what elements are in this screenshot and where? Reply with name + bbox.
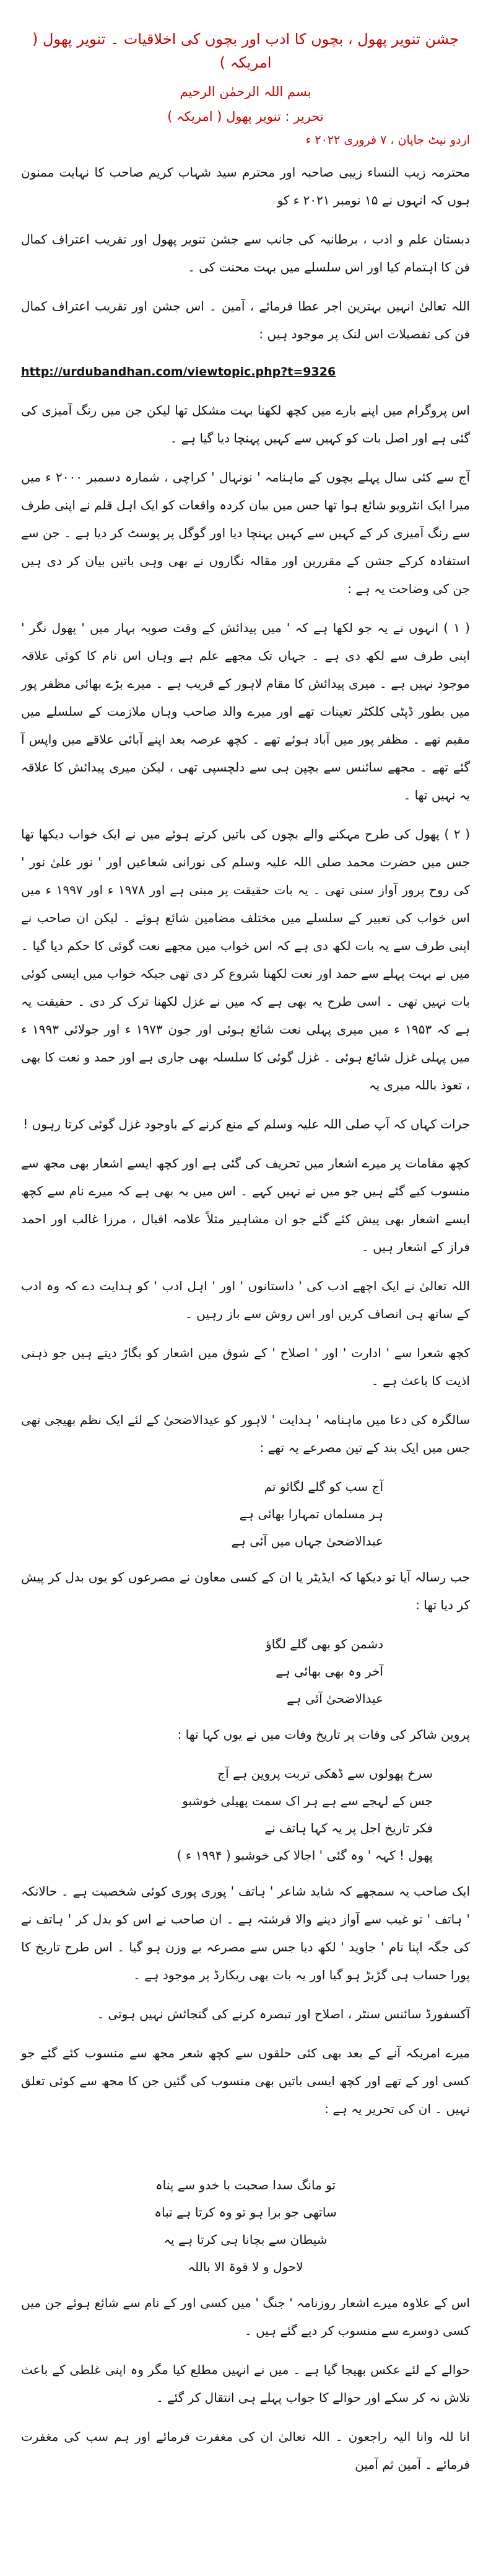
source-date-line: اردو نیٹ جاپان ، ۷ فروری ۲۰۲۲ ء [305, 133, 470, 147]
verse-line: فکر تاریخ اجل پر یہ کہا ہاتف نے [264, 1821, 433, 1835]
paragraph: کچھ مقامات پر میرے اشعار میں تحریف کی گئی ہے اور کچھ ایسے اشعار بھی مجھ سے منسوب کیے گئے ہیں جو میں نے نہیں کہے ۔ اس میں یہ بھی ہے کہ میرے نام سے کچھ ایسے اشعار بھی پیش کئے گئے جو ان مشاہیر مثلاً علامہ اقبال ، مرزا غالب اور احمد فراز کے اشعار ہیں ۔ [21, 1156, 470, 1254]
paragraph: پروین شاکر کی وفات پر تاریخ وفات میں نے یوں کہا تھا : [177, 1727, 470, 1742]
paragraph: آکسفورڈ سائنس سنٹر ، اصلاح اور تبصرہ کرنے کی گنجائش نہیں ہوتی ۔ [97, 2007, 470, 2021]
verse-line: تو مانگ سدا صحبت با خدو سے پناہ [155, 2178, 336, 2192]
paragraph: آج سے کئی سال پہلے بچوں کے ماہنامہ ' نونہال ' کراچی ، شمارہ دسمبر ۲۰۰۰ ء میں میرا ایک انٹرویو شائع ہوا تھا جس میں بیان کردہ واقعات کو ایک اہل قلم نے اپنی طرف سے رنگ آمیزی کر کے کہیں سے کہیں پہنچا دیا اور گوگل پر پوسٹ کر دیا ہے ۔ جن سے استفادہ کرکے جشن کے مقررین اور مقالہ نگاروں نے بھی وہی باتیں بیان کر دی ہیں جن کی وضاحت یہ ہے : [21, 470, 470, 596]
author-line: تحریر : تنویر پھول ( امریکہ ) [167, 109, 324, 124]
article-body [21, 27, 470, 2490]
paragraph: کچھ شعرا سے ' ادارت ' اور ' اصلاح ' کے شوق میں اشعار کو بگاڑ دیتے ہیں جو ذہنی اذیت کا باعث ہے ۔ [21, 1345, 470, 1388]
verse-block [21, 1630, 470, 1712]
paragraph: میرے امریکہ آنے کے بعد بھی کئی حلقوں سے کچھ شعر مجھ سے منسوب کئے گئے جو کسی اور کے تھے اور کچھ ایسی باتیں بھی منسوب کی گئیں جن کا مجھ سے کوئی تعلق نہیں ۔ ان کی تحریر یہ ہے : [21, 2046, 470, 2116]
bismillah-line: بسم اللہ الرحمٰن الرحیم [180, 84, 311, 99]
paragraph: جرات کہاں کہ آپ صلی اللہ علیہ وسلم کے منع کرنے کے باوجود غزل گوئی کرتا رہوں ! [23, 1117, 470, 1132]
paragraph: سالگرہ کی دعا میں ماہنامہ ' ہدایت ' لاہور کو عیدالاضحیٰ کے لئے ایک نظم بھیجی تھی جس میں ایک بند کے تین مصرعے یہ تھے : [21, 1412, 470, 1455]
verse-line: سرخ پھولوں سے ڈھکی تربت پروین ہے آج [217, 1766, 433, 1781]
paragraph: اللہ تعالیٰ نے ایک اچھے ادب کی ' داستانوں ' اور ' اہل ادب ' کو ہدایت دے کہ وہ ادب کے ساتھ ہی انصاف کریں اور اس روش سے باز رہیں ۔ [21, 1278, 470, 1321]
spacer [21, 2134, 470, 2171]
source-link[interactable] [21, 359, 470, 384]
verse-line: پھول ! کہہ ' وہ گئی ' اجالا کی خوشبو ( ۱۹۹۴ ء ) [176, 1848, 433, 1863]
paragraph: جب رسالہ آیا تو دیکھا کہ ایڈیٹر یا ان کے کسی معاون نے مصرعوں کو یوں بدل کر پیش کر دیا تھا : [21, 1570, 470, 1612]
paragraph: ایک صاحب یہ سمجھے کہ شاید شاعر ' ہاتف ' پوری پوری کوئی شخصیت ہے ۔ حالانکہ ' ہاتف ' تو غیب سے آواز دینے والا فرشتہ ہے ۔ ان صاحب نے اس کو بدل کر ' ہاتف نے کی جگہ اپنا نام ' جاوید ' لکھ دیا جس سے مصرعہ بے وزن ہو گیا ۔ اس طرح تاریخ کا پورا حساب ہی گڑبڑ ہو گیا اور یہ بات بھی ریکارڈ پر موجود ہے ۔ [21, 1884, 470, 1982]
paragraph: محترمہ زیب النساء زیبی صاحبہ اور محترم سید شہاب کریم صاحب کا نہایت ممنون ہوں کہ انہوں نے ۱۵ نومبر ۲۰۲۱ ء کو [21, 165, 470, 208]
verse-line: ہر مسلماں تمہارا بھائی ہے [239, 1506, 383, 1521]
verse-line: آج سب کو گلے لگائو تم [264, 1479, 383, 1494]
verse-line: عیدالاضحیٰ آئی ہے [287, 1691, 383, 1706]
article-title: جشن تنویر پھول ، بچوں کا ادب اور بچوں کی اخلاقیات ۔ تنویر پھول ( امریکہ ) [32, 30, 459, 71]
verse-line: جس کے لہجے سے ہے ہر اک سمت پھیلی خوشبو [182, 1793, 433, 1808]
verse-line: شیطان سے بچانا ہی کرتا ہے یہ [163, 2232, 328, 2247]
source-link-text[interactable]: http://urdubandhan.com/viewtopic.php?t=9326 [21, 365, 336, 379]
verse-block [21, 1473, 470, 1555]
paragraph: ( ۲ ) پھول کی طرح مہکنے والے بچوں کی باتیں کرتے ہوئے میں نے ایک خواب دیکھا تھا جس میں حضرت محمد صلی اللہ علیہ وسلم کی نورانی شعاعیں اور ' نور علیٰ نور ' کی روح پرور آواز سنی تھی ۔ یہ بات حقیقت پر مبنی ہے اور ۱۹۷۸ ء اور ۱۹۹۷ ء میں اس خواب کی تعبیر کے سلسلے میں مختلف مضامین شائع ہوئے ۔ لیکن ان صاحب نے اپنی طرف سے یہ بات لکھ دی ہے کہ اس خواب میں مجھے نعت گوئی کا حکم دیا گیا ۔ میں نے بہت پہلے سے حمد اور نعت لکھنا شروع کر دی تھی جبکہ خواب میں ایسی کوئی بات نہیں تھی ۔ اسی طرح یہ بھی ہے کہ میں نے غزل لکھنا ترک کر دی ۔ حقیقت یہ ہے کہ ۱۹۵۳ ء میں میری پہلی نعت شائع ہوئی اور جون ۱۹۷۳ ء اور جولائی ۱۹۹۳ ء میں پہلی غزل شائع ہوئی ۔ غزل گوئی کا سلسلہ بھی جاری ہے اور حمد و نعت کا بھی ، تعوذ باللہ میری یہ [21, 827, 470, 1092]
paragraph: حوالے کے لئے عکس بھیجا گیا ہے ۔ میں نے انہیں مطلع کیا مگر وہ اپنی غلطی کے باعث تلاش نہ کر سکے اور حوالے کا جواب پہلے ہی انتقال کر گئے ۔ [21, 2362, 470, 2405]
paragraph: انا للہ وانا الیہ راجعون ۔ اللہ تعالیٰ ان کی مغفرت فرمائے اور ہم سب کی مغفرت فرمائے ۔ آمین ثم آمین [21, 2429, 470, 2472]
paragraph: اس پروگرام میں اپنے بارے میں کچھ لکھنا بہت مشکل تھا لیکن جن میں رنگ آمیزی کی گئی ہے اور اصل بات کو کہیں سے کہیں پہنچا دیا گیا ہے ۔ [21, 403, 470, 446]
paragraph: اس کے علاوہ میرے اشعار روزنامہ ' جنگ ' میں کسی اور کے نام سے شائع ہوئے جن میں کسی دوسرے سے منسوب کر دیے گئے ہیں ۔ [21, 2295, 470, 2338]
verse-line: ساتھی جو برا ہو تو وہ کرتا ہے تباہ [154, 2205, 337, 2220]
verse-block [21, 1760, 470, 1869]
paragraph: اللہ تعالیٰ انہیں بہترین اجر عطا فرمائے ، آمین ۔ اس جشن اور تقریب اعتراف کمال فن کی تفصیلات اس لنک پر موجود ہیں : [21, 299, 470, 341]
verse-block [21, 2171, 470, 2280]
paragraph: ( ۱ ) انہوں نے یہ جو لکھا ہے کہ ' میں پیدائش کے وقت صوبہ بہار میں ' پھول نگر ' اپنی طرف سے لکھ دی ہے ۔ جہاں تک مجھے علم ہے وہاں اس نام کا کوئی علاقہ موجود نہیں ہے ۔ میری پیدائش کا مقام لاہور کے قریب ہے ۔ میرے بڑے بھائی مظفر پور میں بطور ڈپٹی کلکٹر تعینات تھے اور میرے والد صاحب وہاں ملازمت کے سلسلے میں مقیم تھے ۔ مظفر پور میں آباد ہوئے تھے ۔ کچھ عرصہ بعد اپنے آبائی علاقے میں واپس آ گئے تھے ۔ مجھے سائنس سے بچپن ہی سے دلچسپی تھی ، لیکن میری پیدائش کا علاقہ یہ نہیں تھا ۔ [21, 620, 470, 802]
verse-line: لاحول و لا قوۃ الا باللہ [188, 2259, 303, 2274]
verse-line: آخر وہ بھی بھائی ہے [276, 1664, 383, 1679]
paragraph: دبستان علم و ادب ، برطانیہ کی جانب سے جشن تنویر پھول اور تقریب اعتراف کمال فن کا اہتمام کیا اور اس سلسلے میں بہت محنت کی ۔ [21, 232, 470, 275]
verse-line: عیدالاضحیٰ جہاں میں آئی ہے [231, 1534, 383, 1549]
verse-line: دشمن کو بھی گلے لگاؤ [266, 1637, 383, 1651]
